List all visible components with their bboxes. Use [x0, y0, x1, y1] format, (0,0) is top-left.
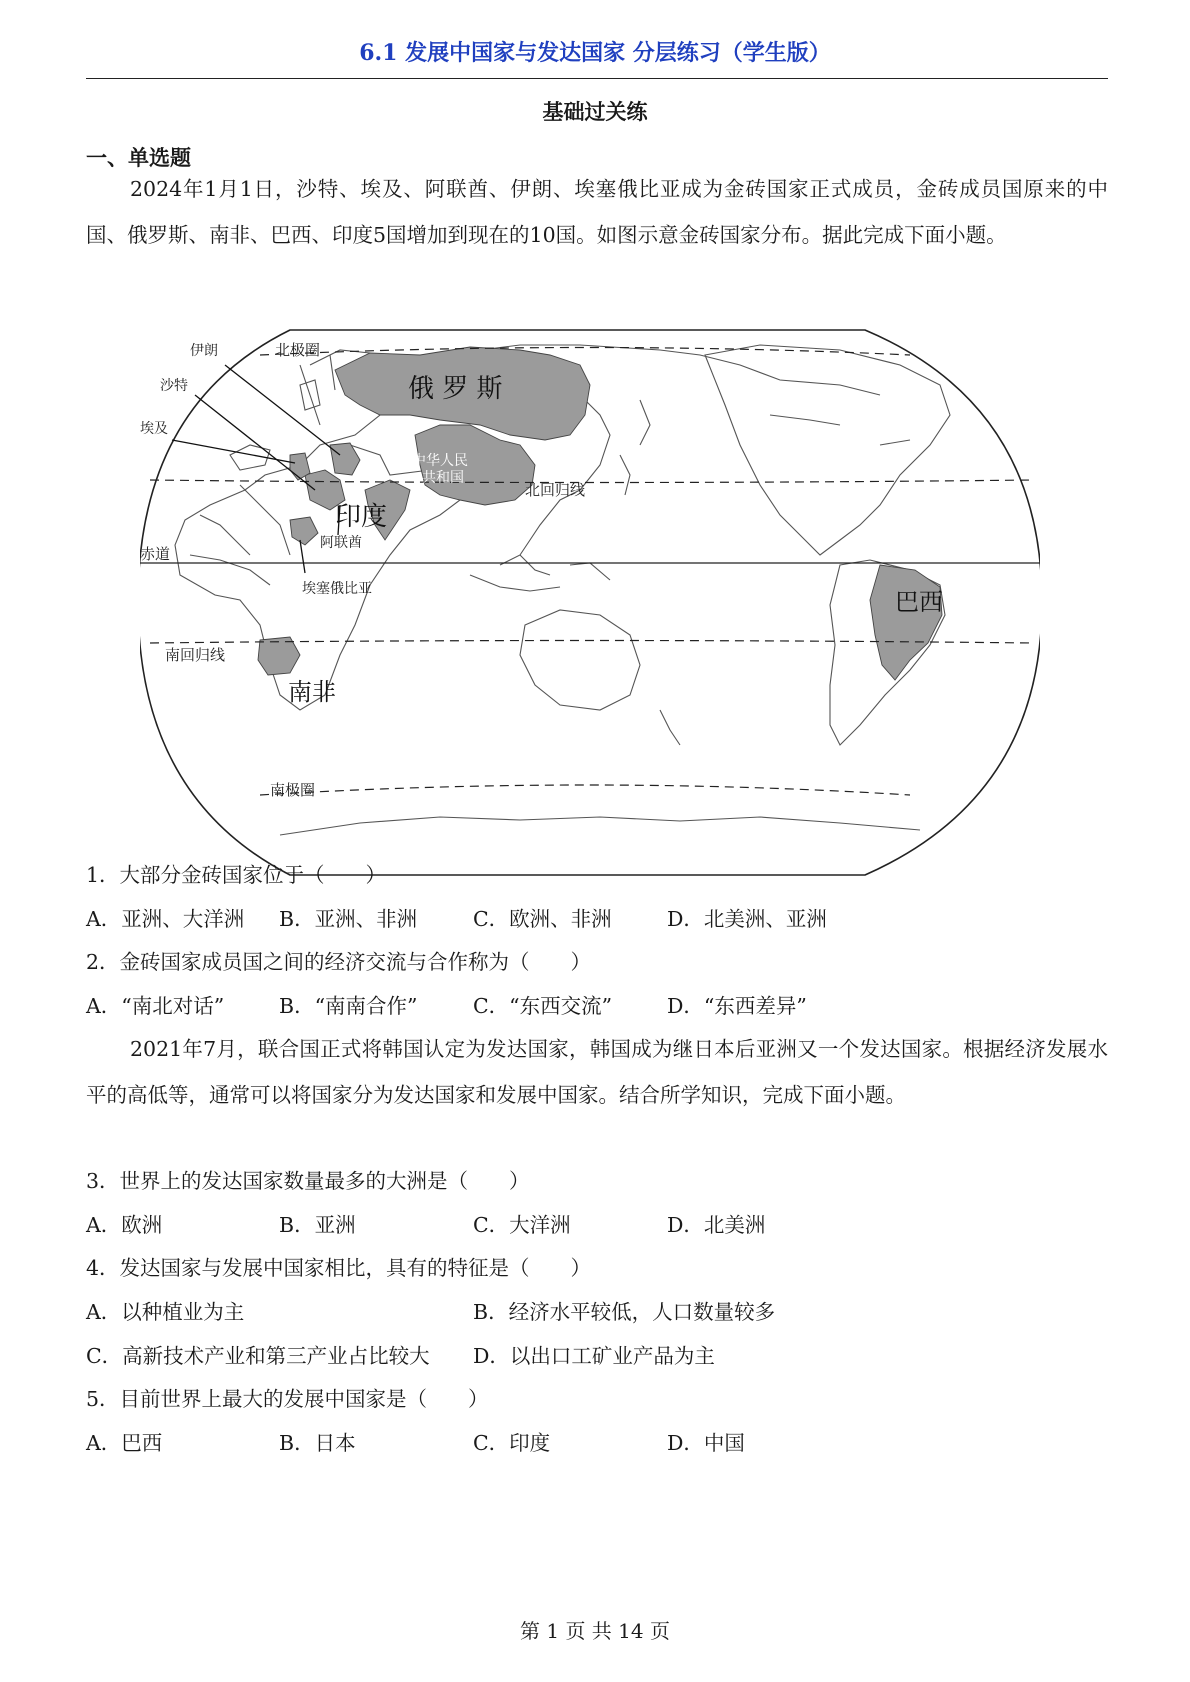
q5-option-a[interactable]: A．巴西 [86, 1431, 163, 1455]
question-1-options [86, 902, 1108, 932]
question-2-stem: 2．金砖国家成员国之间的经济交流与合作称为（ ） [86, 950, 592, 974]
q2-option-d[interactable]: D．“东西差异” [667, 994, 807, 1018]
question-4-stem: 4．发达国家与发展中国家相比，具有的特征是（ ） [86, 1256, 592, 1280]
ethiopia-label: 埃塞俄比亚 [302, 581, 372, 597]
q3-option-d[interactable]: D．北美洲 [667, 1213, 766, 1237]
section-heading: 一、单选题 [86, 145, 191, 170]
egypt-label: 埃及 [140, 421, 168, 437]
q1-option-a[interactable]: A．亚洲、大洋洲 [86, 907, 245, 931]
brazil-label: 巴西 [895, 588, 943, 616]
q5-option-b[interactable]: B．日本 [279, 1431, 356, 1455]
passage-korea-text: 2021年7月，联合国正式将韩国认定为发达国家，韩国成为继日本后亚洲又一个发达国家。根据经济发展水平的高低等，通常可以将国家分为发达国家和发展中国家。结合所学知识，完成下面小题。 [86, 1037, 1108, 1107]
india-label: 印度 [335, 502, 388, 532]
q3-option-c[interactable]: C．大洋洲 [473, 1213, 571, 1237]
q3-option-a[interactable]: A．欧洲 [86, 1213, 163, 1237]
question-3-stem: 3．世界上的发达国家数量最多的大洲是（ ） [86, 1169, 530, 1193]
q2-option-b[interactable]: B．“南南合作” [279, 994, 418, 1018]
brics-world-map [140, 325, 1040, 880]
section-subtitle: 基础过关练 [542, 99, 648, 124]
passage-korea [86, 1026, 1108, 1118]
saudi-label: 沙特 [160, 378, 188, 394]
q1-option-c[interactable]: C．欧洲、非洲 [473, 907, 612, 931]
question-5-options [86, 1426, 1108, 1456]
q4-option-b[interactable]: B．经济水平较低，人口数量较多 [473, 1300, 776, 1324]
arctic-circle-label: 北极圈 [275, 341, 321, 359]
q4-option-a[interactable]: A．以种植业为主 [86, 1300, 245, 1324]
iran-label: 伊朗 [190, 343, 218, 359]
question-2-options [86, 989, 1108, 1019]
q2-option-a[interactable]: A．“南北对话” [86, 994, 225, 1018]
passage-intro-text: 2024年1月1日，沙特、埃及、阿联酋、伊朗、埃塞俄比亚成为金砖国家正式成员，金砖成员国原来的中国、俄罗斯、南非、巴西、印度5国增加到现在的10国。如图示意金砖国家分布。据此完成下面小题。 [86, 177, 1108, 247]
uae-label: 阿联酋 [320, 535, 362, 551]
question-4-options-row2 [86, 1339, 1108, 1369]
page-header-title: 6.1 发展中国家与发达国家 分层练习（学生版） [359, 40, 831, 66]
question-1-stem: 1．大部分金砖国家位于（ ） [86, 863, 387, 887]
q3-option-b[interactable]: B．亚洲 [279, 1213, 356, 1237]
russia-label: 俄 罗 斯 [408, 374, 503, 404]
china-label-line1: 中华人民 [412, 453, 468, 469]
q1-option-d[interactable]: D．北美洲、亚洲 [667, 907, 827, 931]
q4-option-d[interactable]: D．以出口工矿业产品为主 [473, 1344, 715, 1368]
equator-label: 赤道 [140, 545, 171, 563]
passage-intro [86, 166, 1108, 258]
antarctic-circle-label: 南极圈 [270, 781, 316, 799]
q1-option-b[interactable]: B．亚洲、非洲 [279, 907, 418, 931]
q5-option-c[interactable]: C．印度 [473, 1431, 551, 1455]
q5-option-d[interactable]: D．中国 [667, 1431, 745, 1455]
header-rule [86, 78, 1108, 79]
question-5-stem: 5．目前世界上最大的发展中国家是（ ） [86, 1387, 489, 1411]
tropic-of-capricorn-label: 南回归线 [165, 646, 226, 664]
tropic-of-cancer-label: 北回归线 [525, 481, 586, 499]
q2-option-c[interactable]: C．“东西交流” [473, 994, 613, 1018]
south-africa-label: 南非 [288, 678, 336, 706]
question-3-options [86, 1208, 1108, 1238]
question-4-options-row1 [86, 1295, 1108, 1325]
q4-option-c[interactable]: C．高新技术产业和第三产业占比较大 [86, 1344, 430, 1368]
china-label-line2: 共和国 [422, 470, 464, 486]
page-footer: 第 1 页 共 14 页 [520, 1619, 670, 1643]
